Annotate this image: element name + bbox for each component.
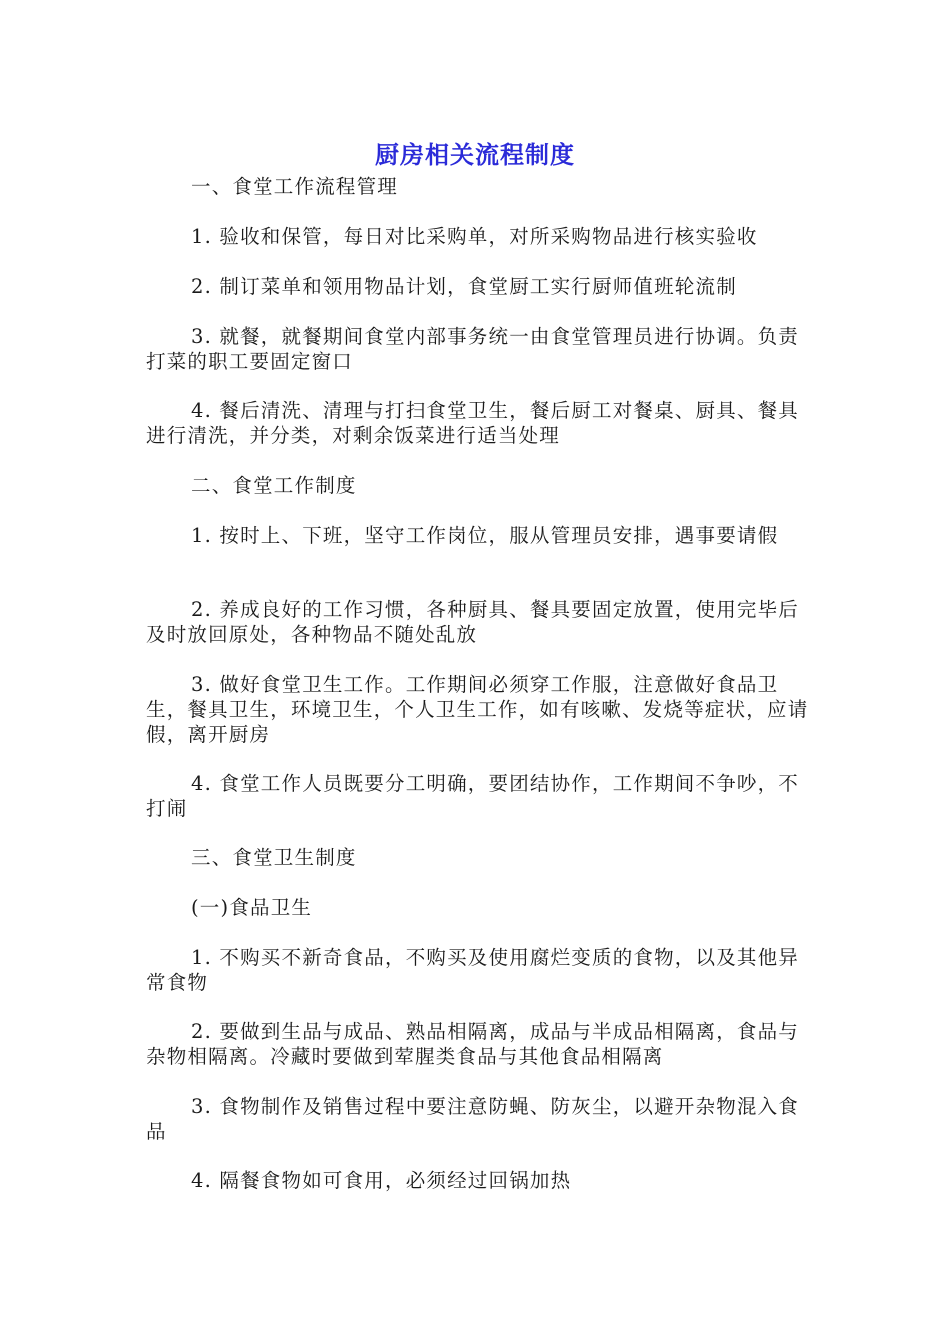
subsection-heading: (一)食品卫生 — [191, 896, 313, 919]
paragraph: 2. 要做到生品与成品、熟品相隔离，成品与半成品相隔离，食品与杂物相隔离。冷藏时要做到荤腥类食品与其他食品相隔离 — [146, 1020, 800, 1068]
paragraph: 2. 养成良好的工作习惯，各种厨具、餐具要固定放置，使用完毕后及时放回原处，各种物品不随处乱放 — [146, 598, 800, 646]
paragraph: 4. 食堂工作人员既要分工明确，要团结协作，工作期间不争吵，不打闹 — [146, 772, 800, 820]
paragraph: 4. 隔餐食物如可食用，必须经过回锅加热 — [191, 1169, 572, 1192]
section-heading-2: 二、食堂工作制度 — [191, 474, 357, 497]
paragraph: 4. 餐后清洗、清理与打扫食堂卫生，餐后厨工对餐桌、厨具、餐具进行清洗，并分类，对剩余饭菜进行适当处理 — [146, 399, 800, 447]
paragraph: 3. 做好食堂卫生工作。工作期间必须穿工作服，注意做好食品卫生，餐具卫生，环境卫生，个人卫生工作，如有咳嗽、发烧等症状，应请假，离开厨房 — [146, 673, 809, 746]
section-heading-3: 三、食堂卫生制度 — [191, 846, 357, 869]
section-heading-1: 一、食堂工作流程管理 — [191, 175, 399, 198]
paragraph: 1. 验收和保管，每日对比采购单，对所采购物品进行核实验收 — [191, 225, 758, 248]
paragraph: 1. 按时上、下班，坚守工作岗位，服从管理员安排，遇事要请假 — [191, 524, 779, 547]
paragraph: 3. 就餐，就餐期间食堂内部事务统一由食堂管理员进行协调。负责打菜的职工要固定窗口 — [146, 325, 800, 373]
paragraph: 2. 制订菜单和领用物品计划，食堂厨工实行厨师值班轮流制 — [191, 275, 737, 298]
paragraph: 3. 食物制作及销售过程中要注意防蝇、防灰尘，以避开杂物混入食品 — [146, 1095, 800, 1143]
document-title: 厨房相关流程制度 — [375, 141, 575, 169]
paragraph: 1. 不购买不新奇食品，不购买及使用腐烂变质的食物，以及其他异常食物 — [146, 946, 800, 994]
